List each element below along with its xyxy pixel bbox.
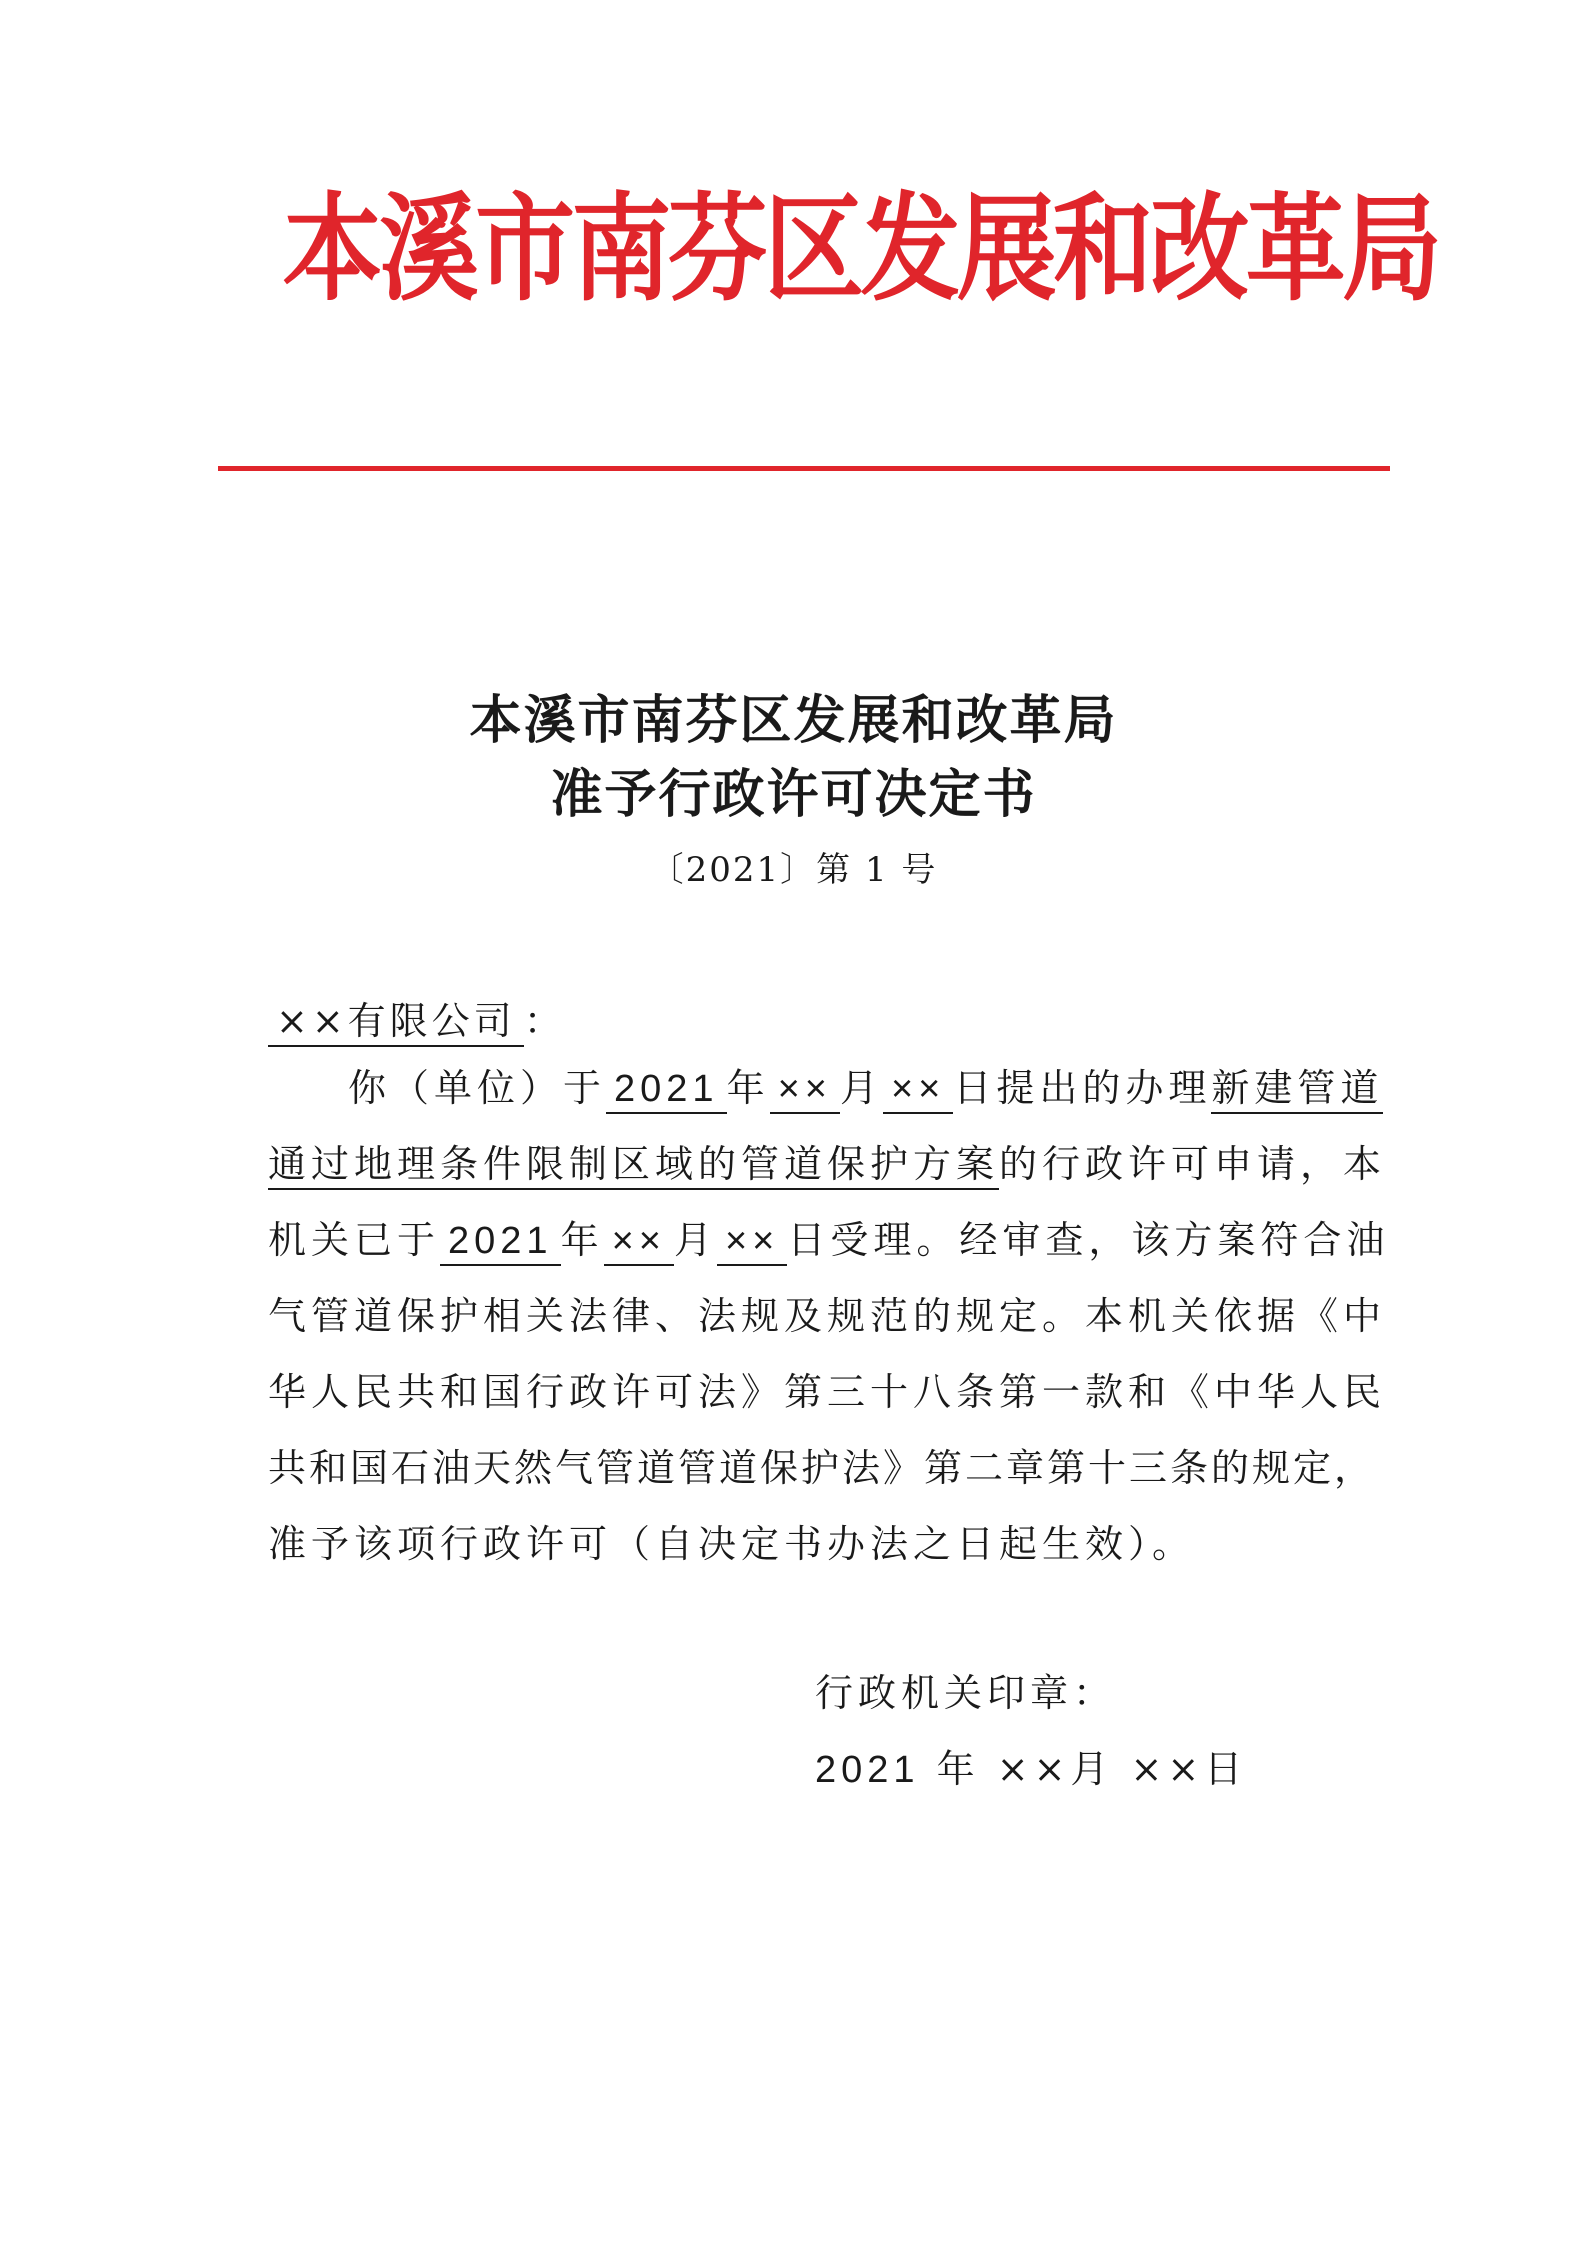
salutation: [268, 990, 566, 1045]
body-text: 月: [673, 1218, 717, 1262]
issue-year: 2021: [815, 1749, 920, 1791]
recipient-name: ××有限公司: [268, 999, 524, 1047]
project-name-part2: 通过地理条件限制区域的管道保护方案: [268, 1142, 999, 1190]
body-text: 年: [726, 1066, 770, 1110]
body-line-3: [268, 1214, 1390, 1267]
body-line-1: [348, 1062, 1428, 1115]
body-text: 你（单位）于: [348, 1066, 607, 1110]
body-text: 日受理。经审查，该方案符合油: [787, 1218, 1390, 1262]
acceptance-year: 2021: [440, 1220, 561, 1266]
document-title-line1: 本溪市南芬区发展和改革局: [469, 690, 1118, 751]
body-line-5: 华人民共和国行政许可法》第三十八条第一款和《中华人民: [268, 1370, 1387, 1414]
application-month: ××: [770, 1068, 840, 1114]
body-text: 的行政许可申请，本: [999, 1142, 1387, 1186]
acceptance-day: ××: [717, 1220, 787, 1266]
document-number: 〔2021〕第 1 号: [649, 850, 938, 890]
body-line-2: [268, 1138, 1387, 1190]
salutation-colon: ：: [523, 999, 566, 1043]
issue-day: ××日: [1130, 1747, 1248, 1791]
issue-date: [815, 1738, 1247, 1793]
issue-month: ××月: [996, 1747, 1114, 1791]
body-line-4: 气管道保护相关法律、法规及规范的规定。本机关依据《中: [268, 1294, 1387, 1338]
project-name-part1: 新建管道: [1211, 1066, 1383, 1114]
body-text: 年: [560, 1218, 604, 1262]
issue-year-unit: 年: [936, 1747, 980, 1791]
body-line-6: 共和国石油天然气管道管道保护法》第二章第十三条的规定，: [268, 1446, 1376, 1490]
application-year: 2021: [606, 1068, 727, 1114]
body-text: 机关已于: [268, 1218, 441, 1262]
masthead-divider: [218, 466, 1390, 471]
masthead-title: 本溪市南芬区发展和改革局: [282, 182, 1439, 317]
acceptance-month: ××: [604, 1220, 674, 1266]
seal-label: 行政机关印章：: [815, 1671, 1117, 1715]
application-day: ××: [883, 1068, 953, 1114]
body-text: 月: [839, 1066, 883, 1110]
document-title-line2: 准予行政许可决定书: [550, 764, 1037, 825]
body-text: 日提出的办理: [953, 1066, 1212, 1110]
body-line-7: 准予该项行政许可（自决定书办法之日起生效）。: [268, 1522, 1196, 1566]
